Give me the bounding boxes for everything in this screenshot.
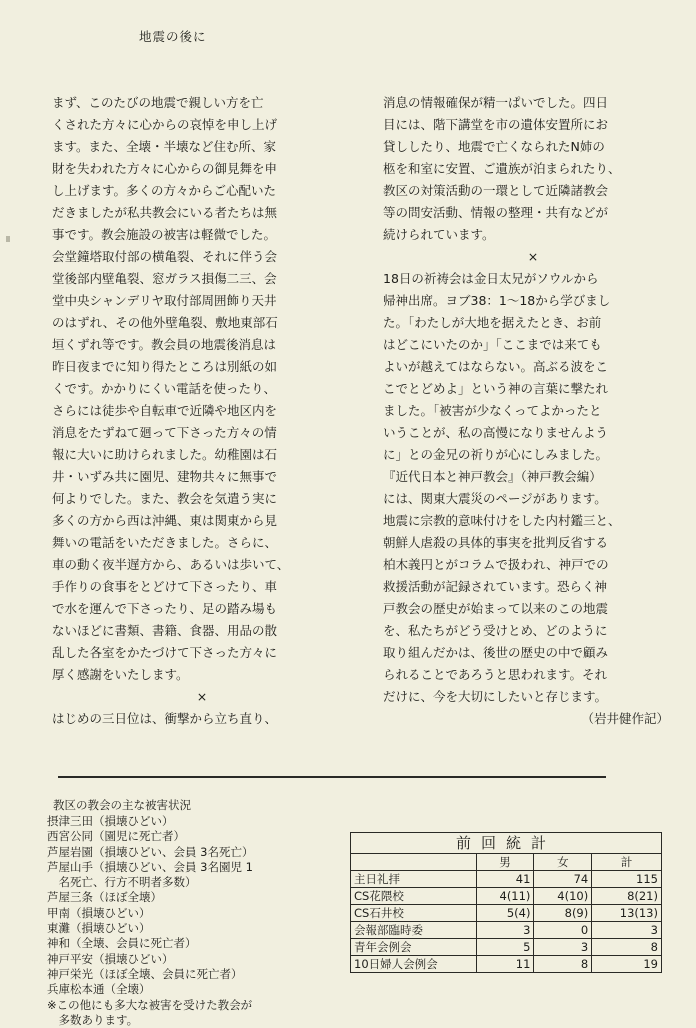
text-line: 堂後部内壁亀裂、窓ガラス損傷二三、会 [52,271,277,286]
text-line: られることであろうと思われます。それ [383,667,608,682]
text-line: 何よりでした。また、教会を気遣う実に [52,491,278,506]
stats-cell-male: 4(11) [476,888,534,905]
text-line: 教区の対策活動の一環として近隣諸教会 [383,183,609,198]
text-line: 財を失われた方々に心からの御見舞を申 [52,161,278,176]
text-line: 柩を和室に安置、ご遺族が泊まられたり、 [383,161,621,176]
text-line: 救援活動が記録されています。恐らく神 [383,579,608,594]
damage-item: 西宮公同（園児に死亡者） [47,829,185,844]
text-line: 報に大いに助けられました。幼稚園は石 [52,447,278,462]
stats-cell-label: CS花隈校 [351,888,477,905]
damage-item: 芦屋岩園（損壊ひどい、会員 3名死亡） [47,844,254,859]
text-line: た。「わたしが大地を据えたとき、お前 [383,315,602,330]
text-line: ないほどに書類、書籍、食器、用品の散 [52,623,278,638]
stats-cell-male: 3 [476,922,534,939]
stats-row [351,956,662,973]
text-line: ます。また、全壊・半壊など住む所、家 [52,139,277,154]
stats-cell-total: 3 [592,922,662,939]
damage-item: 神戸平安（損壊ひどい） [47,951,174,966]
damage-item: ※この他にも多大な被害を受けた教会が [47,997,253,1012]
text-line: のはずれ、その他外壁亀裂、敷地東部石 [52,315,278,330]
text-line: 事です。教会施設の被害は軽微でした。 [52,227,277,242]
text-line: よいが越えてはならない。高ぶる波をこ [383,359,609,374]
text-line: くされた方々に心からの哀悼を申し上げ [52,117,278,132]
text-line: には、関東大震災のページがあります。 [383,491,607,506]
stats-table [350,853,662,973]
text-line: 堂中央シャンデリヤ取付部周囲飾り天井 [52,293,277,308]
stats-cell-label: 会報部臨時委 [351,922,477,939]
stats-cell-female: 8(9) [534,905,592,922]
damage-item: 芦屋三条（ほぼ全壊） [47,890,162,905]
text-line: 乱した各室をかたづけて下さった方々に [52,645,278,660]
text-line: 朝鮮人虐殺の具体的事実を批判反省する [383,535,609,550]
text-line: × [527,249,539,264]
stats-cell-total: 8 [592,939,662,956]
stats-cell-male: 41 [476,871,534,888]
stats-row [351,905,662,922]
stats-header-total: 計 [592,854,662,871]
text-line: 貸ししたり、地震で亡くなられたN姉の [383,139,605,154]
text-line: に」との金兄の祈りが心にしみました。 [383,447,609,462]
damage-report-heading: 教区の教会の主な被害状況 [53,798,191,812]
text-line: 18日の祈祷会は金日太兄がソウルから [383,271,599,286]
stats-cell-label: CS石井校 [351,905,477,922]
article-right-column [383,92,683,730]
text-line: 車の動く夜半遅方から、あるいは歩いて、 [52,557,290,572]
stats-cell-female: 0 [534,922,592,939]
text-line: 会堂鐘塔取付部の横亀裂、それに伴う会 [52,249,278,264]
damage-item: 名死亡、行方不明者多数） [47,875,197,890]
text-line: だけに、今を大切にしたいと存じます。 [383,689,608,704]
stats-cell-female: 4(10) [534,888,592,905]
stats-header-male: 男 [476,854,534,871]
stats-cell-female: 8 [534,956,592,973]
stats-row [351,939,662,956]
damage-item: 芦屋山手（損壊ひどい、会員 3名園児 1 [47,859,253,874]
text-line: 目には、階下講堂を市の遺体安置所にお [383,117,609,132]
text-line: まず、このたびの地震で親しい方を亡 [52,95,264,110]
damage-item: 摂津三田（損壊ひどい） [47,814,174,828]
stats-cell-label: 青年会例会 [351,939,477,956]
section-divider [58,776,606,778]
text-line: 井・いずみ共に園児、建物共々に無事で [52,469,278,484]
stats-header-female: 女 [534,854,592,871]
text-line: こでとどめよ」という神の言葉に撃たれ [383,381,609,396]
stats-header-row [351,854,662,871]
text-line: 消息をたずねて廻って下さった方々の情 [52,425,277,440]
stats-header-label [351,854,477,871]
text-line: × [196,689,208,704]
text-line: 『近代日本と神戸教会』（神戸教会編） [383,469,602,484]
text-line: 舞いの電話をいただきました。さらに、 [52,535,278,550]
text-line: 地震に宗教的意味付けをした内村鑑三と、 [383,513,621,528]
article-left-column [52,92,352,730]
stats-title: 前回統計 [350,832,662,853]
text-line: 消息の情報確保が精一ぱいでした。四日 [383,95,609,110]
text-line: だきましたが私共教会にいる者たちは無 [52,205,278,220]
damage-report [47,797,253,1028]
stats-row [351,922,662,939]
stats-cell-male: 5(4) [476,905,534,922]
text-line: いうことが、私の高慢になりませんよう [383,425,609,440]
stats-cell-total: 115 [592,871,662,888]
text-line: 昨日夜までに知り得たところは別紙の如 [52,359,278,374]
stats-box [350,832,662,973]
text-line: 戸教会の歴史が始まって以来のこの地震 [383,601,609,616]
text-line: さらには徒歩や自転車で近隣や地区内を [52,403,278,418]
text-line: 続けられています。 [383,227,495,242]
damage-report-list [47,814,253,1028]
text-line: を、私たちがどう受けとめ、どのように [383,623,608,638]
stats-cell-label: 主日礼拝 [351,871,477,888]
stats-cell-total: 19 [592,956,662,973]
text-line: し上げます。多くの方々からご心配いた [52,183,277,198]
stats-cell-total: 8(21) [592,888,662,905]
stats-cell-total: 13(13) [592,905,662,922]
text-line: くです。かかりにくい電話を使ったり、 [52,381,277,396]
damage-item: 神戸栄光（ほぼ全壊、会員に死亡者） [47,966,243,981]
text-line: 取り組んだかは、後世の歴史の中で顧み [383,645,609,660]
stats-cell-male: 11 [476,956,534,973]
stats-row [351,888,662,905]
text-line: 柏木義円とがコラムで扱われ、神戸での [383,557,609,572]
text-line: ました。「被害が少なくってよかったと [383,403,602,418]
damage-item: 神和（全壊、会員に死亡者） [47,936,197,951]
stats-cell-female: 74 [534,871,592,888]
margin-mark [6,236,10,242]
damage-item: 兵庫松本通（全壊） [47,982,151,997]
stats-cell-female: 3 [534,939,592,956]
damage-item: 甲南（損壊ひどい） [47,905,151,920]
text-line: はどこにいたのか」「ここまでは来ても [383,337,602,352]
text-line: 垣くずれ等です。教会員の地震後消息は [52,337,277,352]
damage-item: 多数あります。 [47,1012,139,1027]
text-line: （岩井健作記） [581,711,669,726]
text-line: はじめの三日位は、衝撃から立ち直り、 [52,711,278,726]
stats-cell-label: 10日婦人会例会 [351,956,477,973]
damage-item: 東灘（損壊ひどい） [47,921,151,936]
text-line: 手作りの食事をとどけて下さったり、車 [52,579,278,594]
text-line: で水を運んで下さったり、足の踏み場も [52,601,278,616]
article-title: 地震の後に [139,29,207,44]
text-line: 厚く感謝をいたします。 [52,667,189,682]
stats-cell-male: 5 [476,939,534,956]
stats-row [351,871,662,888]
text-line: 等の問安活動、情報の整理・共有などが [383,205,609,220]
text-line: 多くの方から西は沖縄、東は関東から見 [52,513,278,528]
text-line: 帰神出席。ヨブ38：1～18から学びまし [383,293,611,308]
